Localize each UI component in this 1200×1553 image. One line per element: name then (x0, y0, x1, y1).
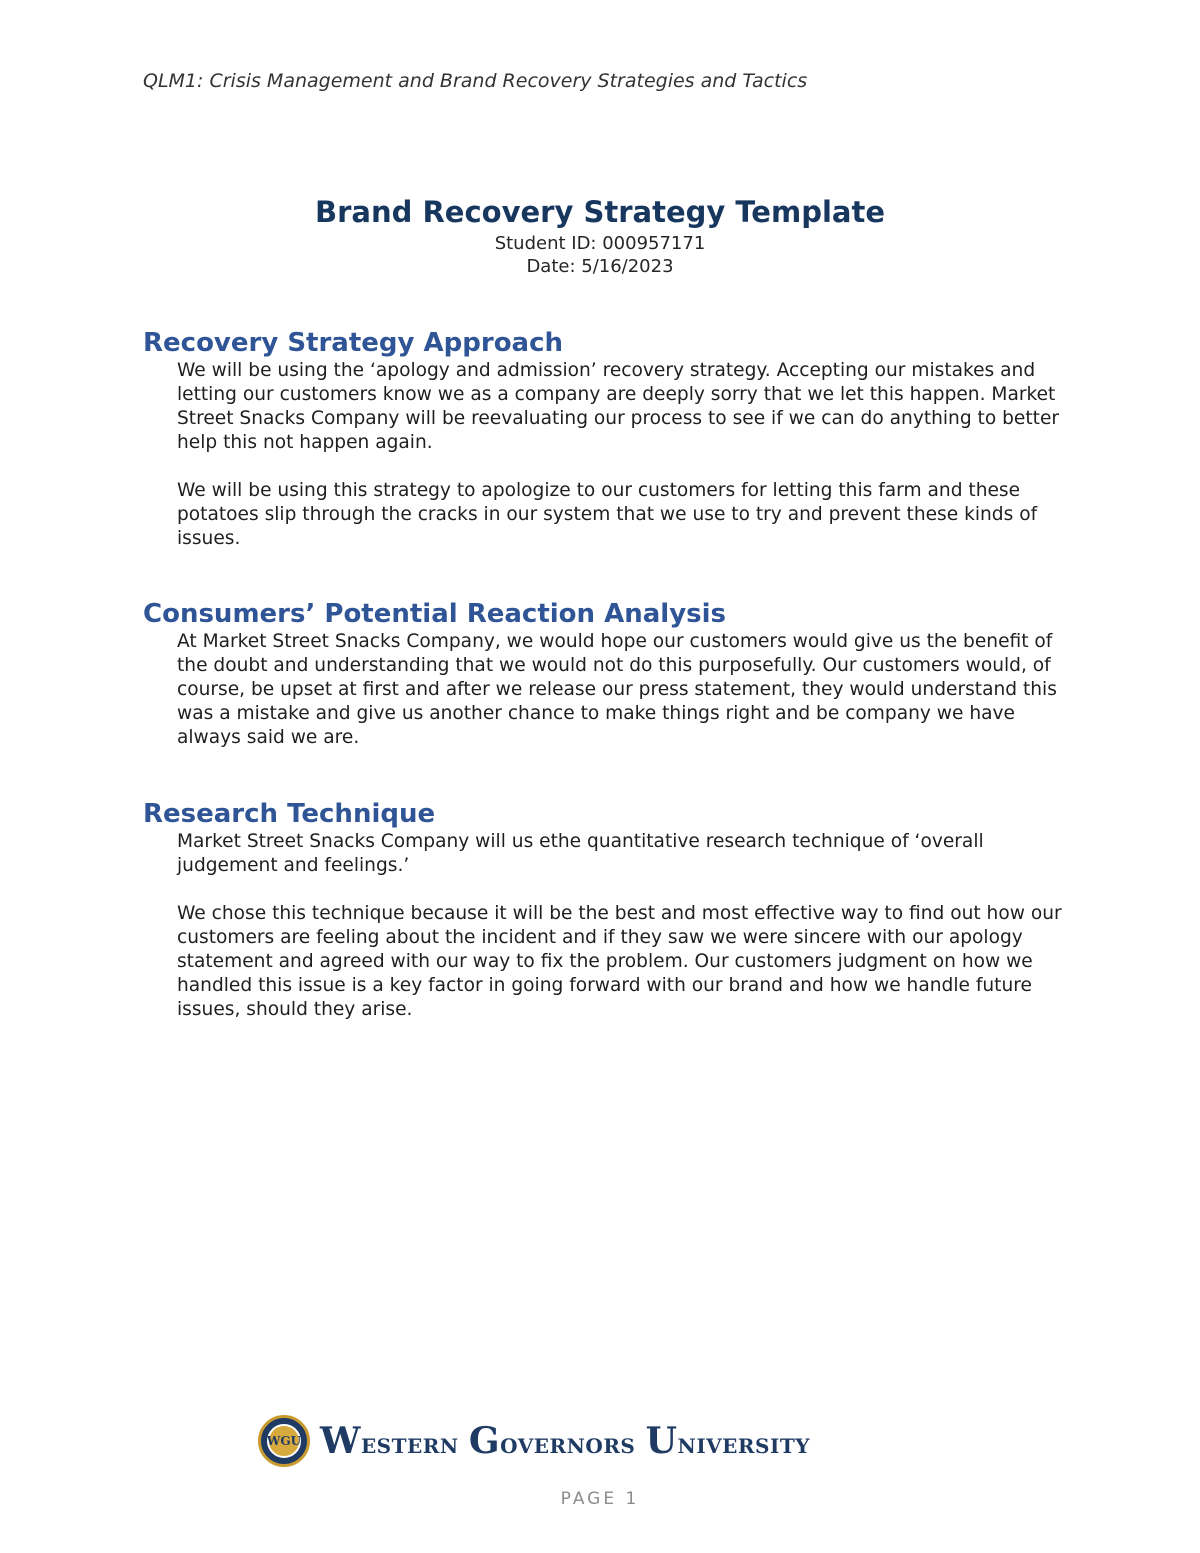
section-heading: Research Technique (143, 799, 436, 829)
section-heading: Consumers’ Potential Reaction Analysis (143, 599, 727, 629)
student-id: Student ID: 000957171 (494, 233, 706, 254)
title-block (0, 192, 1200, 278)
paragraph: We chose this technique because it will be the best and most effective way to find out how our customers are feeling about the incident and if they saw we were sincere with our apology statement and agreed with our way to fix the problem. Our customers judgment on how we handled this issue is a key factor in going forward with our brand and how we handle future issues, should they arise. (177, 903, 1062, 1020)
section-recovery-strategy (143, 327, 1073, 551)
section-consumer-reaction (143, 598, 1073, 750)
section-research-technique (143, 798, 1073, 1022)
paragraph: Market Street Snacks Company will us ethe quantitative research technique of ‘overall judgement and feelings.’ (177, 831, 984, 876)
wgu-logo (258, 1413, 810, 1469)
university-wordmark: Western Governors University (320, 1420, 811, 1462)
paragraph: We will be using this strategy to apologize to our customers for letting this farm and these potatoes slip through the cracks in our system that we use to try and prevent these kinds of issues. (177, 480, 1038, 549)
university-seal-icon (258, 1415, 310, 1467)
paragraph: At Market Street Snacks Company, we would hope our customers would give us the benefit of the doubt and understanding that we would not do this purposefully. Our customers would, of course, be upset at first and after we release our press statement, they would understand this was a mistake and give us another chance to make things right and be company we have always said we are. (177, 631, 1057, 748)
paragraph: We will be using the ‘apology and admission’ recovery strategy. Accepting our mistakes and letting our customers know we as a company are deeply sorry that we let this happen. Market Street Snacks Company will be reevaluating our process to see if we can do anything to better help this not happen again. (177, 360, 1060, 453)
document-title: Brand Recovery Strategy Template (315, 195, 885, 229)
page-header: QLM1: Crisis Management and Brand Recovery Strategies and Tactics (143, 70, 808, 92)
section-heading: Recovery Strategy Approach (143, 328, 564, 358)
document-date: Date: 5/16/2023 (526, 256, 674, 277)
page-number: PAGE 1 (560, 1489, 640, 1509)
seal-monogram: WGU (267, 1424, 301, 1458)
